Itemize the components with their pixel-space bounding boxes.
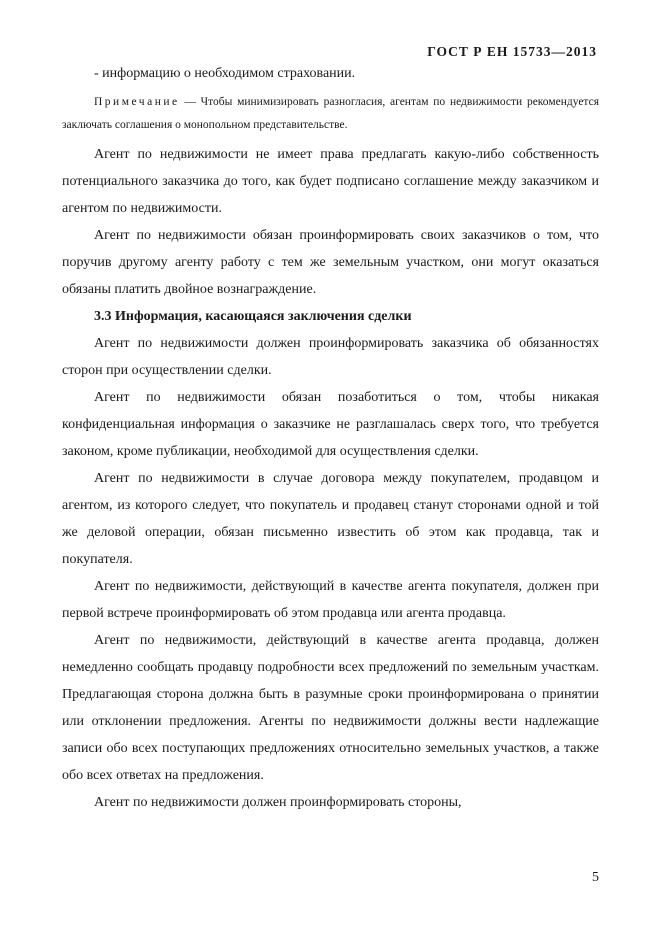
paragraph: Агент по недвижимости должен проинформировать заказчика об обязанностях сторон при осуществлении сделки. [62,336,599,378]
note-paragraph [62,91,599,137]
paragraph: Агент по недвижимости не имеет права предлагать какую-либо собственность потенциального заказчика до того, как будет подписано соглашение между заказчиком и агентом по недвижимости. [62,147,599,216]
note-text: — Чтобы минимизировать разногласия, агентам по недвижимости рекомендуется заключать соглашения о монопольном представительстве. [62,96,599,131]
page-number: 5 [592,870,599,885]
document-body [62,60,599,816]
standard-code-header: ГОСТ Р ЕН 15733—2013 [427,44,597,59]
note-label: Примечание [94,96,180,108]
paragraph: Агент по недвижимости, действующий в качестве агента продавца, должен немедленно сообщать продавцу подробности всех предложений по земельным участкам. Предлагающая сторона должна быть в разумные сроки проинформирована о принятии или отклонении предложения. Агенты по недвижимости должны вести надлежащие записи обо всех поступающих предложениях относительно земельных участков, а также обо всех ответах на предложения. [62,633,599,783]
paragraph: Агент по недвижимости обязан позаботиться о том, чтобы никакая конфиденциальная информация о заказчике не разглашалась сверх того, что требуется законом, кроме публикации, необходимой для осуществления сделки. [62,390,599,459]
list-item-insurance: - информацию о необходимом страховании. [94,66,356,81]
paragraph: Агент по недвижимости обязан проинформировать своих заказчиков о том, что поручив другому агенту работу с тем же земельным участком, они могут оказаться обязаны платить двойное вознаграждение. [62,228,599,297]
paragraph: Агент по недвижимости должен проинформировать стороны, [94,795,462,810]
paragraph: Агент по недвижимости в случае договора между покупателем, продавцом и агентом, из которого следует, что покупатель и продавец станут сторонами одной и той же деловой операции, обязан письменно известить об этом как продавца, так и покупателя. [62,471,599,567]
paragraph: Агент по недвижимости, действующий в качестве агента покупателя, должен при первой встрече проинформировать об этом продавца или агента продавца. [62,579,599,621]
section-heading: 3.3 Информация, касающаяся заключения сделки [94,309,412,324]
